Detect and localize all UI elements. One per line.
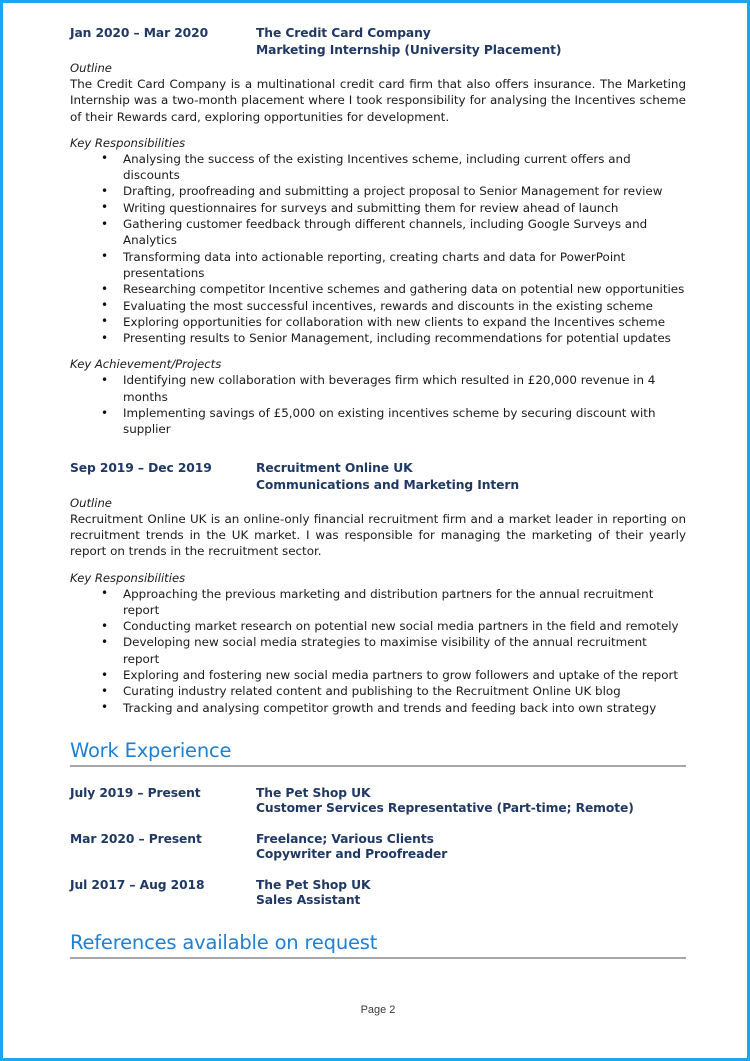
list-item: • Identifying new collaboration with beverages firm which resulted in £20,000 revenue in 4 months	[70, 372, 686, 405]
responsibilities-list	[70, 586, 686, 716]
role-date: Jan 2020 – Mar 2020	[70, 26, 209, 40]
role-company: The Credit Card Company	[256, 26, 431, 40]
list-item: • Presenting results to Senior Management, including recommendations for potential updates	[70, 330, 686, 346]
work-date: July 2019 – Present	[70, 785, 201, 800]
role-entry	[70, 460, 686, 494]
list-item: • Conducting market research on potential new social media partners in the field and remotely	[70, 618, 686, 634]
list-item: • Transforming data into actionable reporting, creating charts and data for PowerPoint presentations	[70, 249, 686, 282]
role-date: Sep 2019 – Dec 2019	[70, 460, 212, 475]
work-title: Sales Assistant	[256, 893, 361, 908]
work-date: Jul 2017 – Aug 2018	[70, 877, 205, 892]
work-title: Customer Services Representative (Part-time; Remote)	[256, 801, 634, 816]
work-entry	[70, 878, 686, 909]
role-company: Recruitment Online UK	[256, 460, 413, 475]
list-item: • Exploring and fostering new social media partners to grow followers and uptake of the report	[70, 667, 686, 683]
list-item: • Drafting, proofreading and submitting a project proposal to Senior Management for review	[70, 183, 686, 199]
work-title: Copywriter and Proofreader	[256, 847, 448, 862]
outline-text: Recruitment Online UK is an online-only financial recruitment firm and a market leader in reporting on recruitment trends in the UK market. I was responsible for managing the marketing of their yearly report on trends in the recruitment sector.	[70, 511, 686, 559]
outline-label: Outline	[70, 495, 112, 510]
list-item: • Curating industry related content and publishing to the Recruitment Online UK blog	[70, 683, 686, 699]
role-heading	[256, 25, 686, 59]
section-heading-work-experience: Work Experience	[70, 739, 686, 767]
page-footer: Page 2	[360, 1004, 396, 1016]
work-date: Mar 2020 – Present	[70, 831, 202, 846]
role-entry	[70, 25, 686, 59]
page-content	[70, 25, 686, 959]
work-role	[256, 878, 686, 909]
work-company: The Pet Shop UK	[256, 877, 371, 892]
responsibilities-label: Key Responsibilities	[70, 570, 186, 585]
achievements-list	[70, 372, 686, 437]
list-item: • Approaching the previous marketing and distribution partners for the annual recruitment report	[70, 586, 686, 619]
role-title: Communications and Marketing Intern	[256, 477, 520, 492]
work-entry	[70, 832, 686, 863]
list-item: • Exploring opportunities for collaboration with new clients to expand the Incentives scheme	[70, 314, 686, 330]
role-heading	[256, 460, 686, 494]
responsibilities-label: Key Responsibilities	[70, 135, 186, 150]
list-item: • Analysing the success of the existing Incentives scheme, including current offers and discounts	[70, 151, 686, 184]
list-item: • Gathering customer feedback through different channels, including Google Surveys and Analytics	[70, 216, 686, 249]
list-item: • Evaluating the most successful incentives, rewards and discounts in the existing scheme	[70, 298, 686, 314]
list-item: • Researching competitor Incentive schemes and gathering data on potential new opportunities	[70, 281, 686, 297]
outline-label: Outline	[70, 61, 112, 75]
work-entry	[70, 786, 686, 817]
work-role	[256, 786, 686, 817]
list-item: • Tracking and analysing competitor growth and trends and feeding back into own strategy	[70, 700, 686, 716]
work-company: Freelance; Various Clients	[256, 831, 434, 846]
section-heading-references: References available on request	[70, 931, 686, 959]
list-item: • Developing new social media strategies to maximise visibility of the annual recruitment report	[70, 634, 686, 667]
work-company: The Pet Shop UK	[256, 785, 371, 800]
role-title: Marketing Internship (University Placement)	[256, 43, 562, 57]
list-item: • Writing questionnaires for surveys and submitting them for review ahead of launch	[70, 200, 686, 216]
responsibilities-list	[70, 151, 686, 347]
outline-text: The Credit Card Company is a multinational credit card firm that also offers insurance. The Marketing Internship was a two-month placement where I took responsibility for analysing the Incentives scheme of their Rewards card, exploring opportunities for development.	[70, 77, 686, 124]
work-role	[256, 832, 686, 863]
achievements-label: Key Achievement/Projects	[70, 357, 222, 372]
list-item: • Implementing savings of £5,000 on existing incentives scheme by securing discount with supplier	[70, 405, 686, 438]
